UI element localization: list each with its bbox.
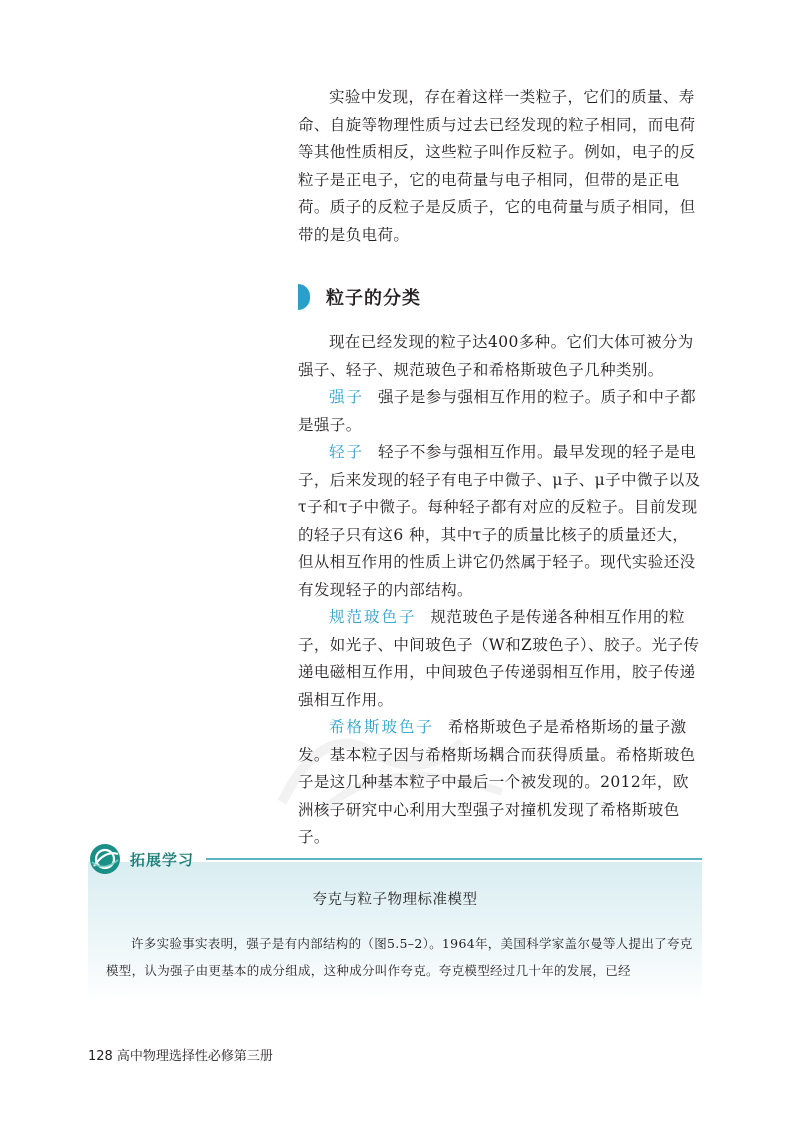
intro-paragraph: 实验中发现，存在着这样一类粒子，它们的质量、寿命、自旋等物理性质与过去已经发现的粒子相同，而电荷等其他性质相反，这些粒子叫作反粒子。例如，电子的反粒子是正电子，它的电荷量与电子相同，但带的是正电荷。质子的反粒子是反质子，它的电荷量与质子相同，但带的是负电荷。 (298, 88, 696, 244)
lepton-text: 轻子不参与强相互作用。最早发现的轻子是电子，后来发现的轻子有电子中微子、μ子、μ子中微子以及τ子和τ子中微子。每种轻子都有对应的反粒子。目前发现的轻子只有这6 种，其中τ子的质量比核子的质量还大，但从相互作用的性质上讲它仍然属于轻子。现代实验还没有发现轻子的内部结构。 (298, 443, 701, 599)
lepton-paragraph (298, 439, 703, 604)
higgs-boson-text: 希格斯玻色子是希格斯场的量子激发。基本粒子因与希格斯场耦合而获得质量。希格斯玻色子是这几种基本粒子中最后一个被发现的。2012年，欧洲核子研究中心利用大型强子对撞机发现了希格斯玻色子。 (298, 718, 696, 846)
hadron-term: 强子 (329, 388, 365, 406)
globe-icon (88, 842, 122, 876)
extension-body: 许多实验事实表明，强子是有内部结构的（图5.5–2）。1964年，美国科学家盖尔曼等人提出了夸克模型，认为强子由更基本的成分组成，这种成分叫作夸克。夸克模型经过几十年的发展，已经 (106, 936, 693, 978)
extension-divider (206, 858, 702, 860)
heading-marker (298, 284, 310, 310)
overview-paragraph: 现在已经发现的粒子达400多种。它们大体可被分为强子、轻子、规范玻色子和希格斯玻色子几种类别。 (298, 333, 694, 379)
section-title: 粒子的分类 (326, 288, 421, 309)
hadron-text: 强子是参与强相互作用的粒子。质子和中子都是强子。 (298, 388, 697, 434)
extension-header (88, 842, 702, 876)
lepton-term: 轻子 (329, 443, 365, 461)
higgs-boson-paragraph (298, 714, 703, 852)
gauge-boson-text: 规范玻色子是传递各种相互作用的粒子，如光子、中间玻色子（W和Z玻色子）、胶子。光子传递电磁相互作用，中间玻色子传递弱相互作用，胶子传递强相互作用。 (298, 608, 700, 709)
section-heading (298, 283, 421, 311)
higgs-boson-term: 希格斯玻色子 (329, 718, 435, 736)
gauge-boson-paragraph (298, 604, 703, 714)
extension-title: 拓展学习 (130, 850, 195, 869)
extension-subtitle: 夸克与粒子物理标准模型 (312, 892, 478, 908)
page-footer (88, 1045, 273, 1064)
gauge-boson-term: 规范玻色子 (329, 608, 417, 626)
hadron-paragraph (298, 384, 703, 439)
page-number: 128 (88, 1049, 113, 1064)
book-title: 高中物理选择性必修第三册 (116, 1049, 273, 1064)
